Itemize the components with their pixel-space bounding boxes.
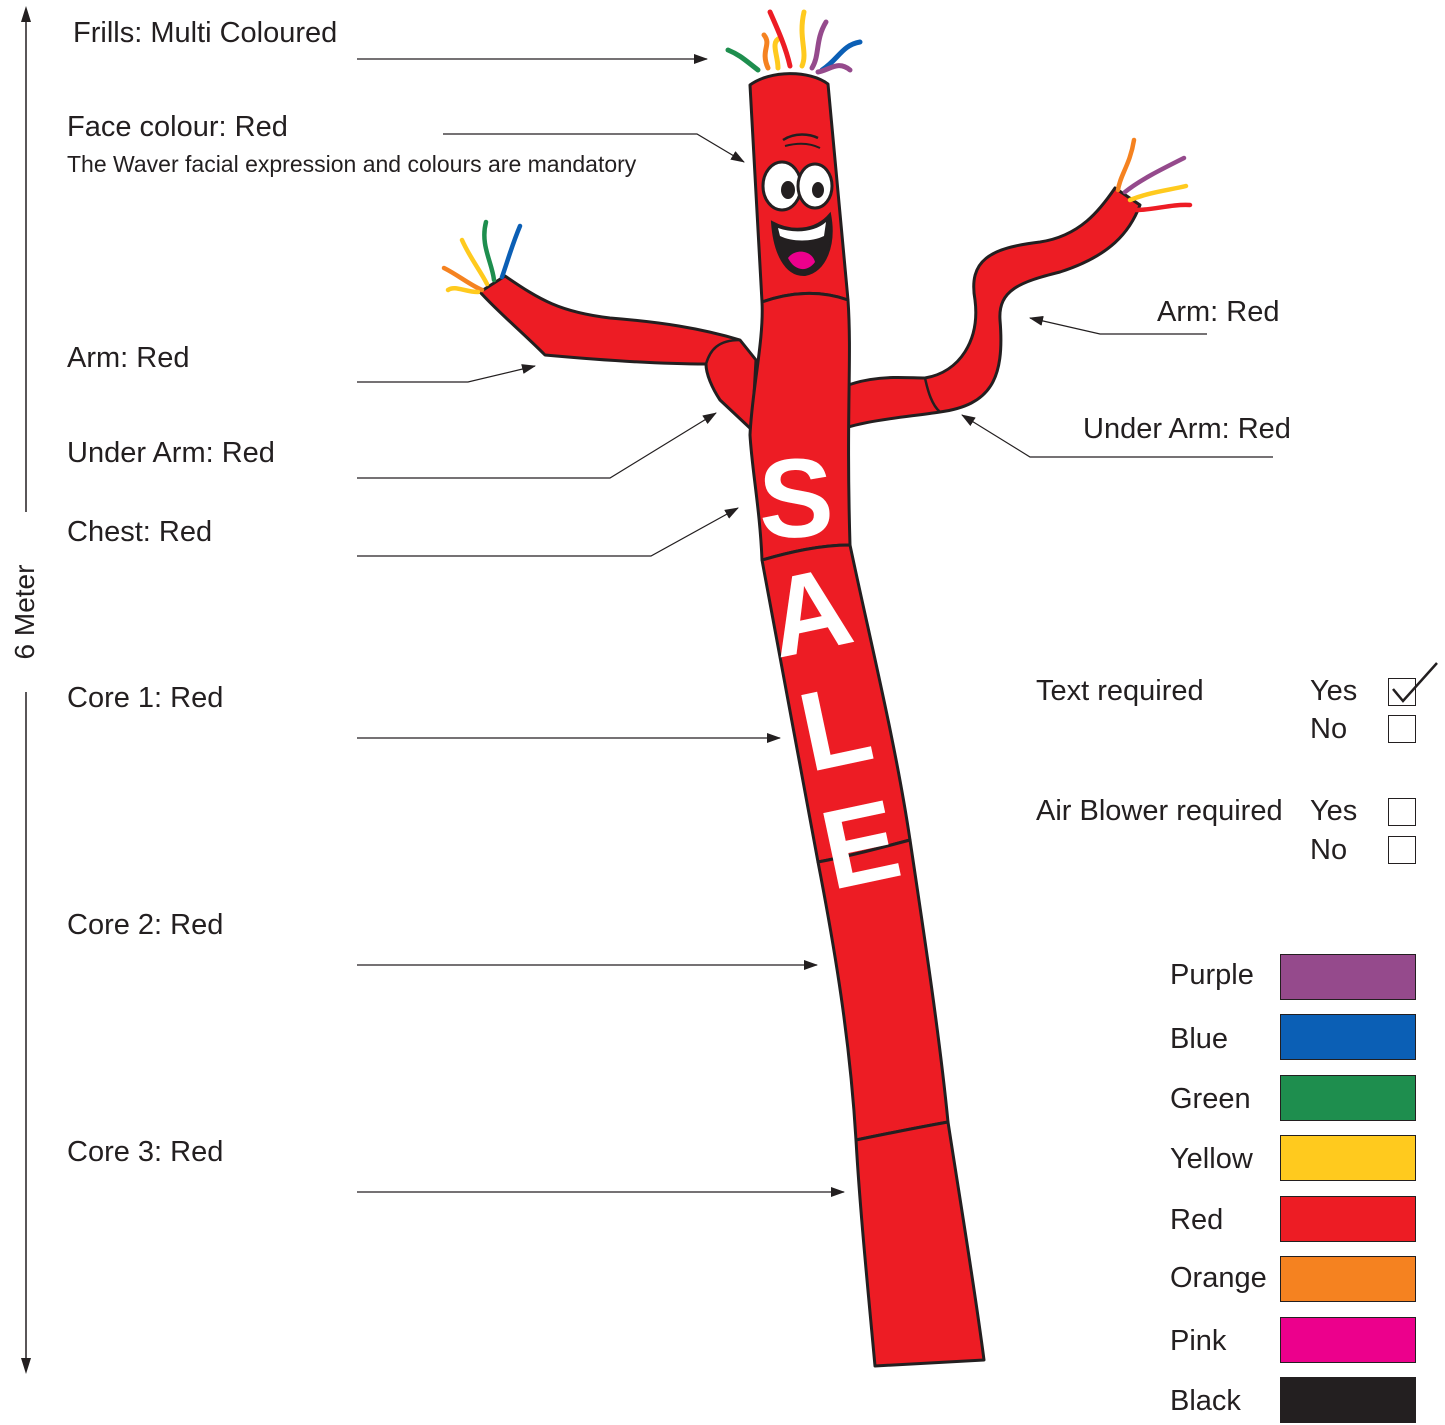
left-arm-label: Arm: Red [67, 342, 190, 374]
core-1-label: Core 1: Red [67, 682, 224, 714]
colour-name: Purple [1170, 959, 1254, 991]
head-frills [728, 12, 860, 72]
face-colour-label: Face colour: Red [67, 111, 288, 143]
text-required-no-label: No [1310, 713, 1348, 745]
text-required-yes-checkbox[interactable] [1388, 678, 1416, 706]
air-blower-label: Air Blower required [1036, 795, 1283, 827]
colour-swatch[interactable] [1280, 1196, 1416, 1242]
colour-name: Black [1170, 1385, 1241, 1417]
colour-swatch[interactable] [1280, 1317, 1416, 1363]
colour-swatch[interactable] [1280, 1256, 1416, 1302]
colour-swatch[interactable] [1280, 1377, 1416, 1423]
core-3-label: Core 3: Red [67, 1136, 224, 1168]
text-required-yes-label: Yes [1310, 675, 1358, 707]
right-under-arm-label: Under Arm: Red [1083, 413, 1291, 445]
air-blower-no-checkbox[interactable] [1388, 836, 1416, 864]
chest-label: Chest: Red [67, 516, 213, 548]
arrow-down-icon [21, 1358, 31, 1374]
core-3-shape [856, 1122, 984, 1366]
colour-swatch[interactable] [1280, 1014, 1416, 1060]
colour-swatch[interactable] [1280, 1135, 1416, 1181]
left-arm-leader [357, 366, 535, 382]
height-label: 6 Meter [9, 564, 40, 660]
left-arm-shape [480, 276, 756, 430]
sale-text [756, 434, 910, 913]
sale-letter-e: E [811, 775, 911, 914]
right-arm-label: Arm: Red [1157, 296, 1280, 328]
colour-name: Yellow [1170, 1143, 1253, 1175]
sale-letter-l: L [789, 658, 882, 796]
right-hand-frills [1118, 140, 1190, 210]
colour-name: Red [1170, 1204, 1224, 1236]
text-required-label: Text required [1036, 675, 1204, 707]
air-blower-yes-checkbox[interactable] [1388, 798, 1416, 826]
colour-swatch[interactable] [1280, 1075, 1416, 1121]
right-arm-shape [818, 188, 1140, 435]
frills-label: Frills: Multi Coloured [73, 17, 338, 49]
chest-leader [357, 508, 738, 556]
left-under-arm-label: Under Arm: Red [67, 437, 275, 469]
left-under-arm-leader [357, 413, 716, 478]
arrow-up-icon [21, 6, 31, 22]
colour-name: Pink [1170, 1325, 1227, 1357]
core-2-label: Core 2: Red [67, 909, 224, 941]
sale-letter-s: S [756, 434, 836, 562]
text-required-no-checkbox[interactable] [1388, 715, 1416, 743]
colour-name: Blue [1170, 1023, 1229, 1055]
colour-swatch[interactable] [1280, 954, 1416, 1000]
checkmark-icon [1391, 663, 1441, 703]
colour-name: Orange [1170, 1262, 1267, 1294]
sale-letter-a: A [757, 542, 863, 682]
colour-name: Green [1170, 1083, 1251, 1115]
height-dimension-line [21, 6, 31, 1374]
air-blower-no-label: No [1310, 834, 1348, 866]
air-blower-yes-label: Yes [1310, 795, 1358, 827]
face-note: The Waver facial expression and colours are mandatory [67, 151, 637, 177]
